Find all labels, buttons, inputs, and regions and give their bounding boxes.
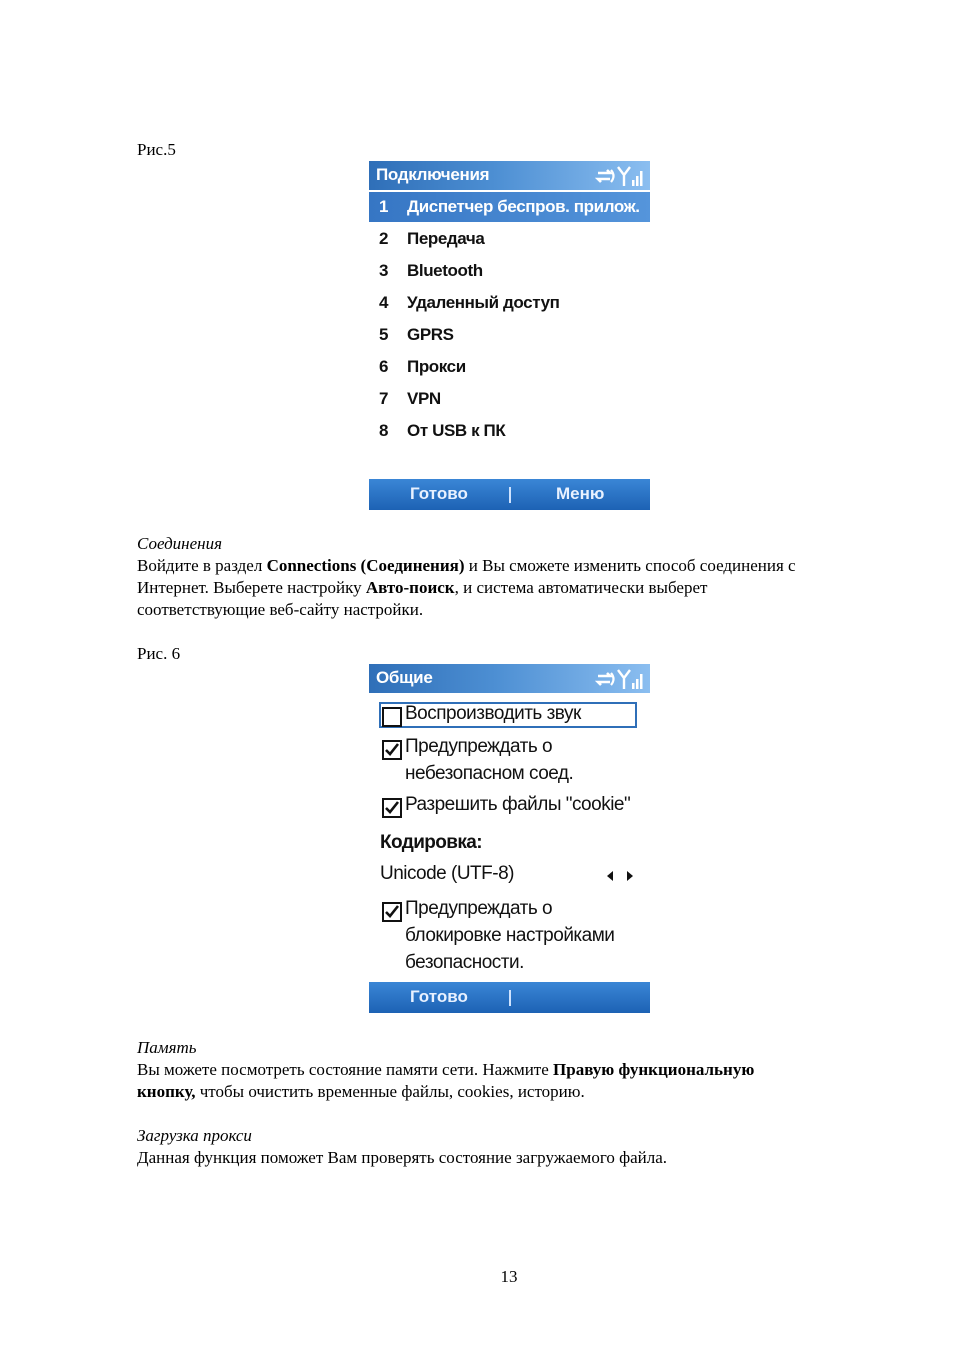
- general-settings-screen: [369, 664, 650, 1014]
- menu-item-number: 8: [379, 421, 389, 440]
- menu-item-number: 4: [379, 293, 389, 312]
- connections-paragraph-line-2: [137, 577, 707, 599]
- text-run: Вы можете посмотреть состояние памяти сети. Нажмите: [137, 1060, 554, 1079]
- warn-security-blocking-checkbox[interactable]: [382, 902, 402, 922]
- allow-cookies-label: Разрешить файлы "cookie": [405, 794, 631, 815]
- softkey-bar: [369, 479, 650, 510]
- softkey-bar: [369, 982, 650, 1013]
- warn-unsafe-connection-label-line-2: небезопасном соед.: [405, 763, 574, 784]
- memory-paragraph-line-2: [137, 1081, 585, 1103]
- signal-icon: [618, 167, 643, 186]
- screen-title: Общие: [376, 668, 433, 687]
- checkmark-icon: [384, 742, 400, 758]
- checkmark-icon: [384, 904, 400, 920]
- menu-item-bluetooth[interactable]: [369, 256, 650, 286]
- text-run: Войдите в раздел: [137, 556, 267, 575]
- menu-item-usb-to-pc[interactable]: [369, 416, 650, 446]
- connections-paragraph-line-3: соответствующие веб-сайту настройки.: [137, 600, 424, 619]
- memory-heading: Память: [137, 1038, 197, 1057]
- encoding-spinner[interactable]: [605, 869, 637, 883]
- arrow-right-icon: [627, 871, 633, 881]
- bold-term: Правую функциональную: [553, 1060, 755, 1079]
- menu-item-gprs[interactable]: [369, 320, 650, 350]
- menu-item-wireless-manager[interactable]: [369, 192, 650, 222]
- connection-icon: [598, 673, 614, 685]
- status-icons: [592, 164, 646, 188]
- menu-item-label: Bluetooth: [407, 261, 483, 280]
- warn-unsafe-connection-label-line-1: Предупреждать о: [405, 736, 553, 757]
- memory-paragraph-line-1: [137, 1059, 754, 1081]
- text-run: чтобы очистить временные файлы, cookies, историю.: [195, 1082, 585, 1101]
- title-bar: [369, 664, 650, 693]
- menu-item-number: 7: [379, 389, 389, 408]
- proxy-download-paragraph: Данная функция поможет Вам проверять состояние загружаемого файла.: [137, 1148, 668, 1167]
- menu-item-transfer[interactable]: [369, 224, 650, 254]
- warn-unsafe-connection-checkbox[interactable]: [382, 740, 402, 760]
- menu-item-vpn[interactable]: [369, 384, 650, 414]
- bold-term: Connections (Соединения): [266, 556, 465, 575]
- menu-item-label: От USB к ПК: [407, 421, 506, 440]
- warn-security-blocking-label-line-3: безопасности.: [405, 952, 524, 973]
- play-sound-checkbox[interactable]: [382, 707, 402, 727]
- menu-item-number: 2: [379, 229, 389, 248]
- figure-6-caption: Рис. 6: [137, 644, 181, 663]
- arrow-left-icon: [607, 871, 613, 881]
- softkey-done-button[interactable]: Готово: [410, 987, 468, 1006]
- screen-title: Подключения: [376, 165, 490, 184]
- menu-item-dial-up[interactable]: [369, 288, 650, 318]
- menu-item-label: Диспетчер беспров. прилож.: [407, 197, 640, 216]
- text-run: , и система автоматически выберет: [454, 578, 708, 597]
- menu-item-label: Удаленный доступ: [407, 293, 560, 312]
- softkey-separator: [509, 487, 511, 503]
- signal-icon: [618, 670, 643, 689]
- warn-security-blocking-label-line-2: блокировке настройками: [405, 925, 615, 946]
- bold-term: кнопку,: [137, 1082, 196, 1101]
- figure-5-caption: Рис.5: [137, 140, 176, 159]
- menu-item-number: 5: [379, 325, 389, 344]
- text-run: и Вы сможете изменить способ соединения с: [464, 556, 796, 575]
- encoding-label: Кодировка:: [380, 832, 482, 853]
- status-icons: [592, 667, 646, 691]
- menu-item-number: 3: [379, 261, 389, 280]
- bold-term: Авто-поиск: [365, 578, 455, 597]
- menu-item-label: VPN: [407, 389, 441, 408]
- title-bar: [369, 161, 650, 190]
- softkey-done-button[interactable]: Готово: [410, 484, 468, 503]
- menu-item-number: 6: [379, 357, 389, 376]
- menu-item-number: 1: [379, 197, 389, 216]
- allow-cookies-checkbox[interactable]: [382, 798, 402, 818]
- proxy-download-heading: Загрузка прокси: [137, 1126, 252, 1145]
- connection-icon: [598, 170, 614, 182]
- menu-item-proxy[interactable]: [369, 352, 650, 382]
- warn-security-blocking-label-line-1: Предупреждать о: [405, 898, 553, 919]
- connections-screen: [369, 161, 650, 511]
- softkey-separator: [509, 990, 511, 1006]
- play-sound-label: Воспроизводить звук: [405, 703, 581, 724]
- connections-heading: Соединения: [137, 534, 222, 553]
- checkmark-icon: [384, 800, 400, 816]
- connections-paragraph-line-1: [137, 555, 796, 577]
- encoding-value[interactable]: Unicode (UTF-8): [380, 863, 514, 884]
- menu-item-label: Прокси: [407, 357, 466, 376]
- softkey-menu-button[interactable]: Меню: [556, 484, 605, 503]
- page-number: 13: [500, 1267, 518, 1286]
- menu-item-label: GPRS: [407, 325, 454, 344]
- menu-item-label: Передача: [407, 229, 485, 248]
- text-run: Интернет. Выберете настройку: [137, 578, 366, 597]
